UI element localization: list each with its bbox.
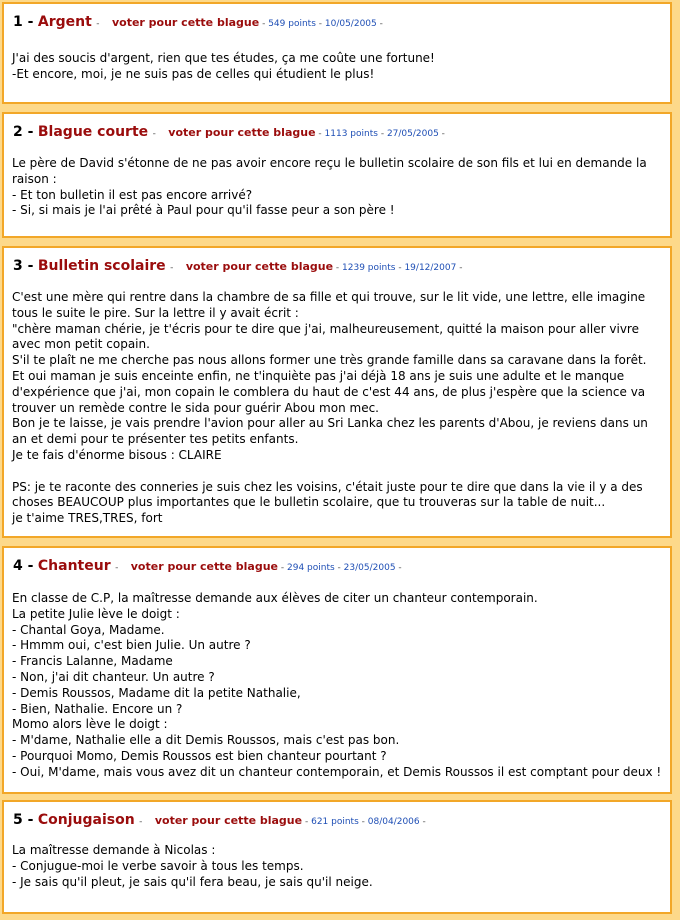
joke-line: choses BEAUCOUP plus importantes que le bulletin scolaire, que tu trouveras sur la table de nuit... bbox=[12, 495, 606, 510]
joke-line: Momo alors lève le doigt : bbox=[12, 717, 168, 732]
points-count: 1113 points bbox=[324, 129, 378, 139]
joke-text bbox=[12, 156, 664, 219]
joke-line: PS: je te raconte des conneries je suis chez les voisins, c'était juste pour te dire que dans la vie il y a des bbox=[12, 479, 643, 494]
joke-card bbox=[2, 112, 672, 238]
joke-line: - Demis Roussos, Madame dit la petite Nathalie, bbox=[12, 685, 301, 700]
joke-line: Le père de David s'étonne de ne pas avoir encore reçu le bulletin scolaire de son fils et lui en demande la bbox=[12, 156, 647, 170]
joke-number: 2 - bbox=[13, 124, 34, 140]
vote-link[interactable]: voter pour cette blague bbox=[168, 126, 316, 139]
points-count: 294 points bbox=[287, 563, 335, 573]
joke-title: Blague courte bbox=[37, 124, 149, 140]
joke-title: Argent bbox=[37, 14, 92, 30]
joke-card bbox=[2, 800, 672, 914]
joke-line: - Non, j'ai dit chanteur. Un autre ? bbox=[12, 669, 215, 684]
joke-line: C'est une mère qui rentre dans la chambre de sa fille et qui trouve, sur le lit vide, une lettre, elle imagine bbox=[12, 290, 646, 304]
blank-line bbox=[12, 464, 664, 480]
joke-line: d'expérience que j'ai, mon copain le comblera du haut de c'est 44 ans, de plus j'espère que la science va bbox=[12, 384, 646, 399]
joke-number: 4 - bbox=[13, 558, 34, 574]
points-count: 621 points bbox=[311, 817, 359, 827]
separator: - bbox=[115, 563, 119, 573]
joke-line: Je te fais d'énorme bisous : CLAIRE bbox=[12, 447, 222, 462]
joke-date: 10/05/2005 bbox=[324, 19, 377, 29]
joke-date: 27/05/2005 bbox=[386, 129, 439, 139]
joke-date: 08/04/2006 bbox=[367, 817, 420, 827]
joke-text bbox=[12, 843, 664, 890]
joke-line: - Chantal Goya, Madame. bbox=[12, 622, 165, 637]
joke-line: - Bien, Nathalie. Encore un ? bbox=[12, 701, 183, 716]
joke-line: - Oui, M'dame, mais vous avez dit un chanteur contemporain, et Demis Roussos il est comptant pour deux ! bbox=[12, 764, 662, 779]
joke-number: 3 - bbox=[13, 258, 34, 274]
separator: - bbox=[96, 19, 100, 29]
separator: - bbox=[139, 817, 143, 827]
vote-link[interactable]: voter pour cette blague bbox=[154, 814, 303, 827]
joke-line: La petite Julie lève le doigt : bbox=[12, 606, 180, 621]
vote-link[interactable]: voter pour cette blague bbox=[111, 16, 260, 29]
joke-date: 19/12/2007 bbox=[404, 263, 457, 273]
vote-link[interactable]: voter pour cette blague bbox=[185, 260, 334, 273]
joke-text bbox=[12, 290, 664, 527]
joke-line: - Pourquoi Momo, Demis Roussos est bien chanteur pourtant ? bbox=[12, 748, 387, 763]
joke-line: -Et encore, moi, je ne suis pas de celles qui étudient le plus! bbox=[12, 66, 375, 81]
joke-line: - Si, si mais je l'ai prêté à Paul pour qu'il fasse peur a son père ! bbox=[12, 203, 395, 218]
joke-line: - M'dame, Nathalie elle a dit Demis Roussos, mais c'est pas bon. bbox=[12, 733, 400, 748]
vote-link[interactable]: voter pour cette blague bbox=[130, 560, 279, 573]
joke-title: Chanteur bbox=[37, 558, 111, 574]
joke-line: - Francis Lalanne, Madame bbox=[12, 654, 173, 669]
joke-line: - Et ton bulletin il est pas encore arrivé? bbox=[12, 187, 253, 202]
joke-title: Bulletin scolaire bbox=[37, 258, 166, 274]
joke-line: Bon je te laisse, je vais prendre l'avion pour aller au Sri Lanka chez les parents d'Abou, je reviens dans un bbox=[12, 416, 648, 431]
joke-card bbox=[2, 546, 672, 794]
joke-header: 3 - Bulletin scolaire - voter pour cette blague - 1239 points - 19/12/2007 - bbox=[13, 258, 463, 274]
joke-number: 1 - bbox=[13, 14, 34, 30]
joke-line: an et demi pour te présenter tes petits enfants. bbox=[12, 432, 299, 447]
joke-line: raison : bbox=[12, 171, 57, 186]
joke-header: 4 - Chanteur - voter pour cette blague - 294 points - 23/05/2005 - bbox=[13, 558, 402, 574]
joke-title: Conjugaison bbox=[37, 812, 135, 828]
joke-card bbox=[2, 246, 672, 538]
joke-header: 2 - Blague courte - voter pour cette blague - 1113 points - 27/05/2005 - bbox=[13, 124, 445, 140]
joke-line: J'ai des soucis d'argent, rien que tes études, ça me coûte une fortune! bbox=[12, 51, 435, 65]
joke-line: - Hmmm oui, c'est bien Julie. Un autre ? bbox=[12, 638, 251, 653]
joke-line: trouver un remède contre le sida pour guérir Abou mon mec. bbox=[12, 400, 379, 415]
joke-card bbox=[2, 2, 672, 104]
joke-text bbox=[12, 591, 664, 781]
joke-line: Et oui maman je suis enceinte enfin, ne t'inquiète pas j'ai déjà 18 ans je suis une adulte et le manque bbox=[12, 368, 625, 383]
joke-header: 1 - Argent - voter pour cette blague - 549 points - 10/05/2005 - bbox=[13, 14, 383, 30]
joke-line: avec mon petit copain. bbox=[12, 337, 150, 352]
joke-date: 23/05/2005 bbox=[343, 563, 396, 573]
joke-line: tous le suite le pire. Sur la lettre il y avait écrit : bbox=[12, 305, 299, 320]
joke-header: 5 - Conjugaison - voter pour cette blague - 621 points - 08/04/2006 - bbox=[13, 812, 426, 828]
joke-line: - Conjugue-moi le verbe savoir à tous les temps. bbox=[12, 858, 304, 873]
points-count: 1239 points bbox=[342, 263, 396, 273]
joke-line: - Je sais qu'il pleut, je sais qu'il fera beau, je sais qu'il neige. bbox=[12, 874, 373, 889]
joke-line: "chère maman chérie, je t'écris pour te dire que j'ai, malheureusement, quitté la maison pour aller vivre bbox=[12, 321, 639, 336]
joke-number: 5 - bbox=[13, 812, 34, 828]
joke-text bbox=[12, 51, 664, 83]
joke-line: La maîtresse demande à Nicolas : bbox=[12, 843, 216, 857]
points-count: 549 points bbox=[268, 19, 316, 29]
separator: - bbox=[152, 129, 156, 139]
separator: - bbox=[170, 263, 174, 273]
joke-line: je t'aime TRES,TRES, fort bbox=[12, 511, 163, 526]
joke-line: S'il te plaît ne me cherche pas nous allons former une très grande famille dans sa caravane dans la forêt. bbox=[12, 353, 647, 368]
joke-line: En classe de C.P, la maîtresse demande aux élèves de citer un chanteur contemporain. bbox=[12, 591, 538, 605]
